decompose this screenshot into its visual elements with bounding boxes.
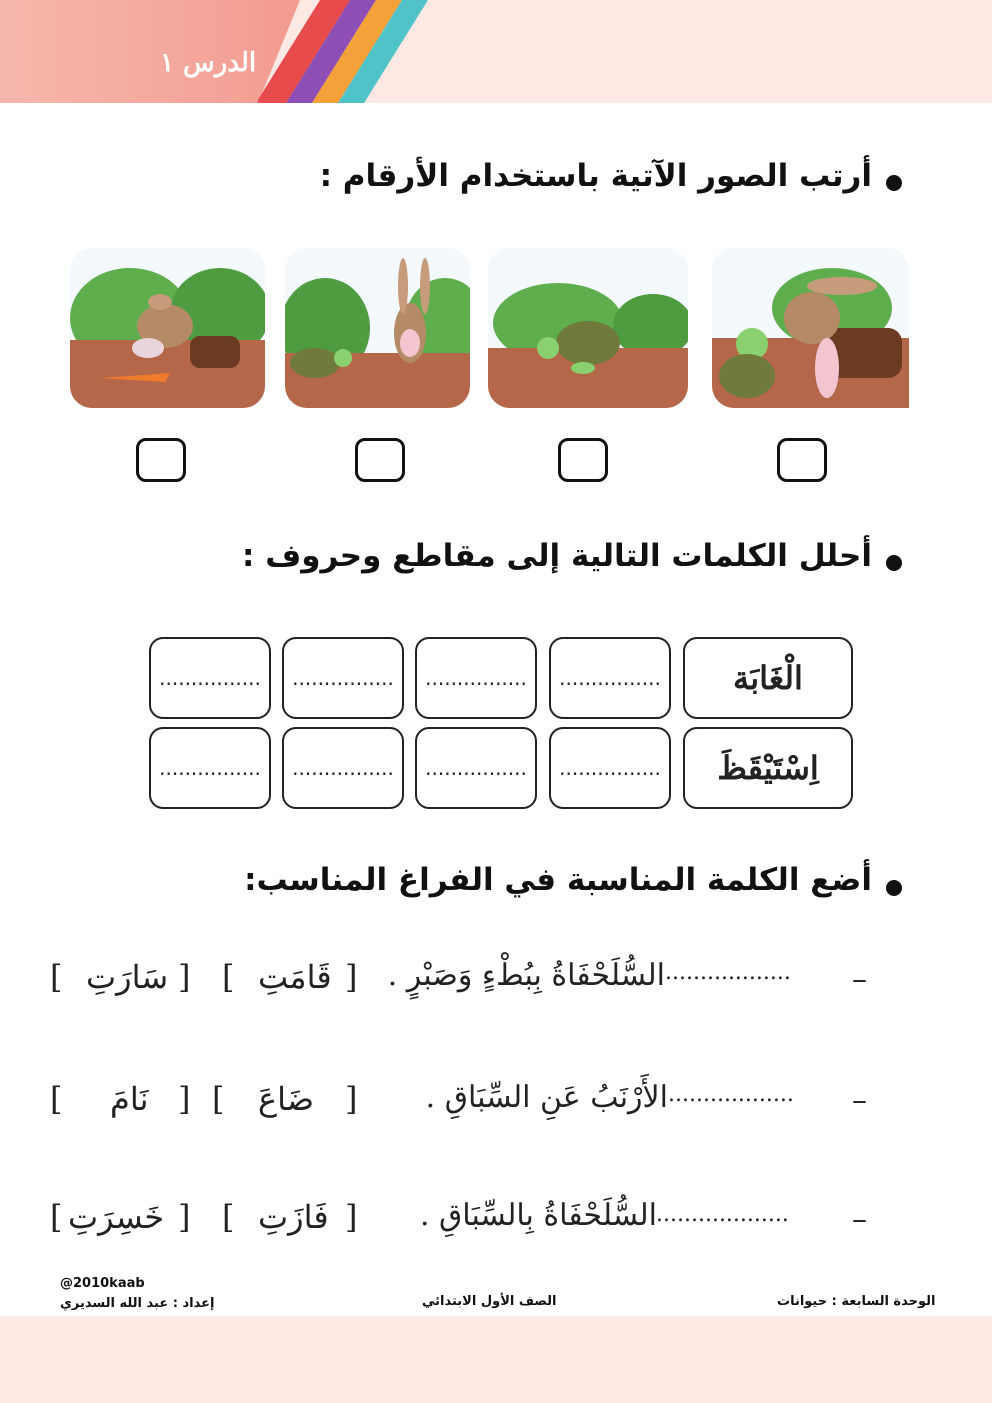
footer-handle: @2010kaab (60, 1276, 145, 1291)
order-box-3[interactable] (355, 438, 405, 482)
sentence-text: الأَرْنَبُ عَنِ السِّبَاقِ . (425, 1080, 668, 1115)
answer-box[interactable] (149, 727, 271, 809)
sentence-blank[interactable]: .................. (665, 960, 791, 985)
lesson-title: الدرس ١ (160, 48, 257, 78)
analysis-word: اِسْتَيْقَظَ (717, 749, 819, 787)
footer-author: إعداد : عبد الله السديري (60, 1296, 215, 1311)
page-header (0, 0, 992, 103)
dotted-line: ................ (292, 756, 394, 780)
dotted-line: ................ (425, 756, 527, 780)
option-bracket: ] (345, 1080, 358, 1118)
option-word[interactable]: قَامَتِ (258, 958, 332, 996)
option-bracket: [ (222, 958, 235, 996)
header-stripes (258, 0, 458, 103)
order-box-4[interactable] (136, 438, 186, 482)
analysis-word: الْغَابَة (733, 659, 803, 697)
option-bracket: ] (178, 958, 191, 996)
word-box (683, 727, 853, 809)
answer-box[interactable] (549, 637, 671, 719)
sentence-dash: – (852, 1083, 867, 1118)
footer-band (0, 1316, 992, 1403)
sentence-dash: – (852, 962, 867, 997)
option-bracket: [ (222, 1198, 235, 1236)
dotted-line: ................ (159, 666, 261, 690)
story-picture-4 (70, 248, 265, 408)
answer-box[interactable] (415, 727, 537, 809)
word-box (683, 637, 853, 719)
sentence-dash: – (852, 1202, 867, 1237)
sentence-blank[interactable]: .................. (668, 1082, 794, 1107)
option-bracket: ] (345, 1198, 358, 1236)
answer-box[interactable] (282, 727, 404, 809)
option-word[interactable]: نَامَ (110, 1080, 149, 1118)
sentence-text: السُّلَحْفَاةُ بِبُطْءٍ وَصَبْرٍ . (387, 958, 665, 993)
question-2-title: أحلل الكلمات التالية إلى مقاطع وحروف : (242, 538, 872, 574)
option-bracket: ] (345, 958, 358, 996)
option-word[interactable]: خَسِرَتِ (68, 1198, 165, 1236)
option-word[interactable]: ضَاعَ (258, 1080, 315, 1118)
bullet-q1 (886, 175, 902, 191)
option-bracket: [ (50, 1198, 63, 1236)
answer-box[interactable] (415, 637, 537, 719)
bullet-q3 (886, 880, 902, 896)
dotted-line: ................ (559, 756, 661, 780)
footer-grade: الصف الأول الابتدائي (422, 1294, 557, 1309)
dotted-line: ................ (292, 666, 394, 690)
answer-box[interactable] (282, 637, 404, 719)
answer-box[interactable] (149, 637, 271, 719)
order-box-2[interactable] (558, 438, 608, 482)
bullet-q2 (886, 555, 902, 571)
story-picture-2 (488, 248, 688, 408)
question-1-title: أرتب الصور الآتية باستخدام الأرقام : (319, 158, 872, 194)
dotted-line: ................ (159, 756, 261, 780)
option-bracket: ] (178, 1080, 191, 1118)
option-bracket: [ (50, 958, 63, 996)
sentence-blank[interactable]: ................... (656, 1202, 789, 1227)
story-picture-3 (285, 248, 470, 408)
option-bracket: [ (50, 1080, 63, 1118)
option-word[interactable]: سَارَتِ (86, 958, 169, 996)
option-bracket: [ (212, 1080, 225, 1118)
footer-unit: الوحدة السابعة : حيوانات (777, 1294, 936, 1309)
story-picture-1 (712, 248, 909, 408)
answer-box[interactable] (549, 727, 671, 809)
option-bracket: ] (178, 1198, 191, 1236)
question-3-title: أضع الكلمة المناسبة في الفراغ المناسب: (244, 862, 872, 898)
order-box-1[interactable] (777, 438, 827, 482)
dotted-line: ................ (425, 666, 527, 690)
sentence-text: السُّلَحْفَاةُ بِالسِّبَاقِ . (419, 1198, 657, 1233)
dotted-line: ................ (559, 666, 661, 690)
option-word[interactable]: فَازَتِ (258, 1198, 329, 1236)
